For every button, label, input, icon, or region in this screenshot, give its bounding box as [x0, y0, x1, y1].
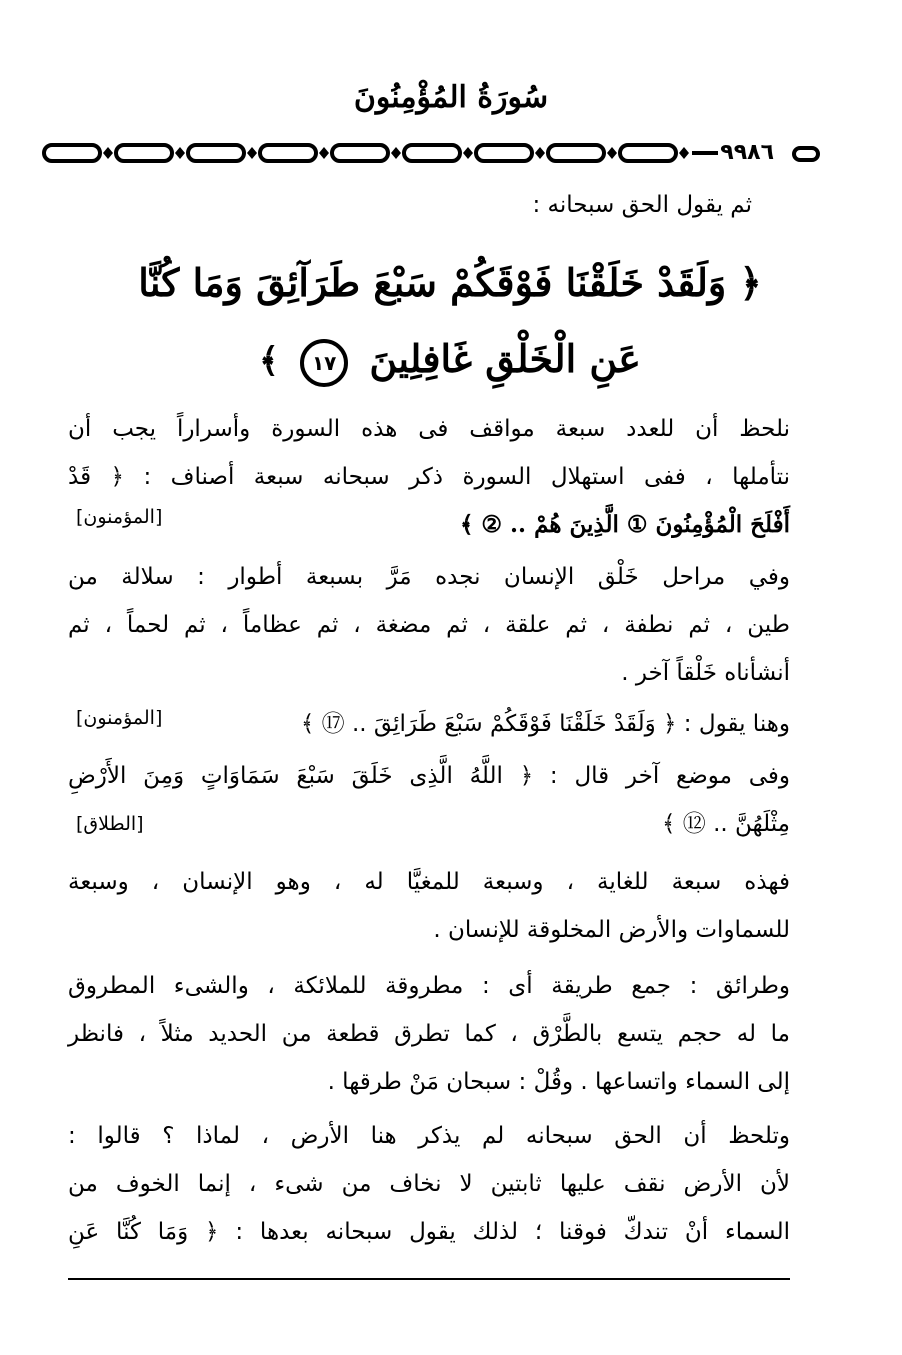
text-line: السماء أنْ تندكّ فوقنا ؛ لذلك يقول سبحانه بعدها : ﴿ وَمَا كُنَّا عَنِ: [68, 1219, 790, 1245]
text-line: طين ، ثم نطفة ، ثم علقة ، ثم مضغة ، ثم عظاماً ، ثم لحماً ، ثم: [68, 612, 790, 638]
surah-title: سُورَةُ المُؤْمِنُونَ: [353, 80, 549, 115]
paragraph-7: [68, 1112, 790, 1256]
paragraph-2: [68, 553, 790, 697]
text-line: فهذه سبعة للغاية ، وسبعة للمغيَّا له ، وهو الإنسان ، وسبعة: [68, 869, 790, 895]
ornamental-border-icon: [40, 136, 720, 170]
text-line: أَفْلَحَ الْمُؤْمِنُونَ ① الَّذِينَ هُمْ .. ② ﴾: [459, 511, 790, 538]
text-line: وطرائق : جمع طريقة أى : مطروقة للملائكة ، والشىء المطروق: [68, 973, 790, 999]
paragraph-6: [68, 962, 790, 1106]
text-line: وفي مراحل خَلْق الإنسان نجده مَرَّ بسبعة أطوار : سلالة من: [68, 564, 790, 590]
text-line: نتأملها ، ففى استهلال السورة ذكر سبحانه سبعة أصناف : ﴿ قَدْ: [68, 464, 790, 490]
intro-line: ثم يقول الحق سبحانه :: [532, 192, 752, 218]
paragraph-5: [68, 858, 790, 954]
quran-verse-block: [60, 245, 840, 399]
text-line: أنشأناه خَلْقاً آخر .: [621, 660, 790, 686]
text-line: لأن الأرض نقف عليها ثابتين لا نخاف من شىء ، إنما الخوف من: [68, 1171, 790, 1197]
text-line: ما له حجم يتسع بالطَّرْق ، كما تطرق قطعة من الحديد مثلاً ، فانظر: [68, 1021, 790, 1047]
text-line: وتلحظ أن الحق سبحانه لم يذكر هنا الأرض ، لماذا ؟ قالوا :: [68, 1123, 790, 1149]
text-line: وفى موضع آخر قال : ﴿ اللَّهُ الَّذِى خَلَقَ سَبْعَ سَمَاوَاتٍ وَمِنَ الأَرْضِ: [68, 763, 790, 789]
verse-line-2: [60, 321, 840, 399]
text-line: وهنا يقول : ﴿ وَلَقَدْ خَلَقْنَا فَوْقَكُمْ سَبْعَ طَرَائِقَ .. ⑰ ﴾: [300, 711, 790, 737]
paragraph-1: [68, 405, 790, 549]
text-line: للسماوات والأرض المخلوقة للإنسان .: [433, 917, 790, 943]
end-ornament-icon: [792, 146, 820, 162]
verse-line-1: ﴿ وَلَقَدْ خَلَقْنَا فَوْقَكُمْ سَبْعَ طَرَآئِقَ وَمَا كُنَّا: [138, 260, 762, 305]
surah-reference: [المؤمنون]: [76, 506, 163, 528]
text-line: مِثْلَهُنَّ .. ⑫ ﴾: [661, 811, 790, 837]
paragraph-3: [68, 700, 790, 748]
header-ornament-row: [40, 136, 820, 170]
footnote-divider: [68, 1278, 790, 1280]
page-number: ٩٩٨٦: [720, 140, 774, 165]
surah-reference: [الطلاق]: [76, 813, 144, 835]
text-line: إلى السماء واتساعها . وقُلْ : سبحان مَنْ طرقها .: [327, 1069, 790, 1095]
paragraph-4: [68, 752, 790, 848]
surah-reference: [المؤمنون]: [76, 707, 163, 729]
verse-close-bracket: ﴾: [259, 341, 279, 381]
verse-line-2-text: عَنِ الْخَلْقِ غَافِلِينَ: [369, 336, 641, 381]
text-line: نلحظ أن للعدد سبعة مواقف فى هذه السورة وأسراراً يجب أن: [68, 416, 790, 442]
ayah-number-badge: ١٧: [300, 339, 348, 387]
